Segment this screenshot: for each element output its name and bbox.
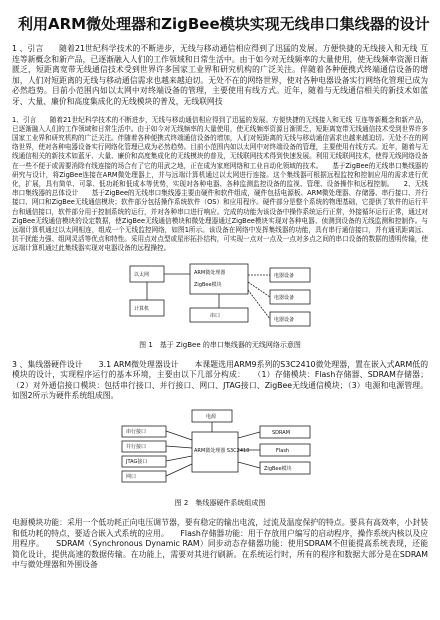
fig2-power-label: 电源: [206, 413, 217, 420]
intro-paragraph: 1 、引言 随着21世纪科学技术的不断进步，无线与移动通信相应得到了迅猛的发展。方便快捷的无线接入和无线 互连等新概念和新产品，已逐渐融入人们的工作领域和日常生活中。由于如今对无线频率的大量使用，使无线频率资源日渐匮乏，短距离宽带无线通信技术受到世界许多国家工业界和研究机构的广泛关注。伴随着各种便携式终端通信设备的增加，人们对短距离的无线与移动通信需求也越来越迫切。无处不在的网络世界，使对各种电器设备实行网络化管理已成为必然趋势。目前小范围内如以太网中对终端设备的管理，主要使用有线方式。近年，随着与无线通信相关的新技术如蓝牙、大量、廉价和高度集成化的无线模块的普及，无线联网技: [12, 44, 428, 106]
fig2-cpu-label: ARM微处理器 S3C2410: [194, 447, 250, 454]
figure-2-caption: 图 2 集线器硬件系统组成图: [174, 498, 266, 507]
fig1-device-label-1: 电器设备: [274, 272, 295, 279]
fig2-flash-label: Flash: [276, 447, 290, 454]
fig1-hub-box: [190, 264, 248, 294]
power-section-paragraph: 电源模块功能：采用一个低功耗正向电压调节器，要有稳定的输出电流，过流及温度保护的特点。要具有高效率，小封装和低功耗的特点，要适合嵌入式系统的应用。 Flash存储器功能：用于存放用户编写的启动程序，操作系统内核以及应用程序。 SDRAM（Synchronous Dynamic RAM）同步动态存储器功能：使用SDRAM不但能提高系统表现，还能简化设计，提供高速的数据传输。在功能上，需要对其进行刷新。在系统运行时，所有的程序和数据大部分是在SDRAM中与微处理器和外围设备: [12, 517, 428, 570]
fig2-jtag-label: JTAG接口: [126, 458, 148, 465]
fig2-zigbee-label: ZigBee模块: [264, 465, 292, 472]
fig2-serial-label: 串行接口: [126, 428, 147, 435]
document-title: 利用ARM微处理器和ZigBee模块实现无线串口集线器的设计: [18, 15, 430, 33]
figure-1-diagram: [120, 260, 320, 338]
fig1-pc-label: 计算机: [134, 305, 150, 312]
body-paragraph-1: 1、引言 随着21世纪科学技术的不断进步，无线与移动通信相应得到了迅猛的发展。方便快捷的无线接入和无线 互连等新概念和新产品，已逐渐融入人们的工作领域和日常生活中。由于如今对无线频率的大量使用，使无线频率资源日渐匮乏，短距离宽带无线通信技术受到世界许多国家工业界和研究机构的广泛关注。伴随着各种便携式终端通信设备的增加，人们对短距离的无线与移动通信需求也越来越迫切。无处不在的网络世界，使对各种电器设备实行网络化管理已成为必然趋势。目前小范围内如以太网中对终端设备的管理，主要使用有线方式。近年，随着与无线通信相关的新技术如蓝牙、大量、廉价和高度集成化的无线模块的普及，无线联网技术得到快速发展。利用无线联网技术，使得无线网络设备在一些不便于或需要消除有线连接的场合有了它的用武之地，正在成为家庭网络和工业自动化领域的技术。 基于ZigBee的无线串口集线器的研究与设计，将ZigBee连接在ARM微处理器上，并与远端计算机通过以太网进行连接。这个集线器可根据远程监控和控制应用的需求进行优化，扩展，具有简单、可靠、低功耗和低成本等优势，实现对各种电器、各种监测监控设备的监视、管理、设备操作和远程控制。 2、无线串口集线器的总体设计 基于ZigBee的无线串口集线器主要由硬件和软件组成，硬件包括电源板、ARM微处理器、存储器、串行接口、并行接口、网口和ZigBee无线通信模块；软件部分包括操作系统软件（OS）和应用程序。硬件部分是整个系统的物理基础，它提供了软件的运行平台和通信接口，软件部分用于控制系统的运行，并对各种串口进行响应。完成的功能为该设备中操作系统运行正常，外接循环运行正常，通过对ZigBee无线通信模块的设定数据，使ZigBee无线通信模块和微处理器通过ZigBee模块实现对各种电器、侦测到设备的无线监测和控制作。与远端计算机通过以太网相连，组成一个无线监控网络，如图1所示。该设备在网络中发挥集线器的功能，具有串行通信接口，并有通讯距离远、抗干扰能力强、组网灵活等优点和特性。采用点对点型或星形拓扑结构，可实现一点对一点及一点对多点之间的串口设备的数据的透明传输，使远端计算机通过此集线器实现对电器设备的远程操控。: [12, 115, 428, 253]
fig1-internet-label: 以太网: [134, 271, 150, 278]
fig2-parallel-label: 并行接口: [126, 443, 147, 450]
fig2-sdram-label: SDRAM: [272, 429, 291, 436]
fig1-serial-label: 串口: [210, 312, 221, 319]
figure-1-caption: 图 1 基于 ZigBee 的串口集线器的无线网络示意图: [139, 340, 301, 349]
section-3-paragraph: 3 、集线器硬件设计 3.1 ARM微处理器设计 本课题选用ARM9系列的S3C2410微处理器，置在嵌入式ARM低的模块的设计，实现程序运行的基本环境，主要由以下几部分构成： （1）存储模块：Flash存储器、SDRAM存储器；（2）对外通信接口模块：包括串行接口、并行接口、网口、JTAG接口、ZigBee无线通信模块；（3）电源和电源管理。如图2所示为硬件系统组成图。: [12, 359, 428, 401]
fig2-net-label: 网口: [126, 473, 137, 480]
figure-2-diagram: [120, 408, 320, 496]
fig1-device-label-3: 电器设备: [274, 316, 295, 323]
fig1-device-label-2: 电器设备: [274, 294, 295, 301]
fig1-zigbee-label: ZigBee模块: [194, 281, 222, 288]
fig1-arm-label: ARM微处理器: [194, 269, 226, 276]
